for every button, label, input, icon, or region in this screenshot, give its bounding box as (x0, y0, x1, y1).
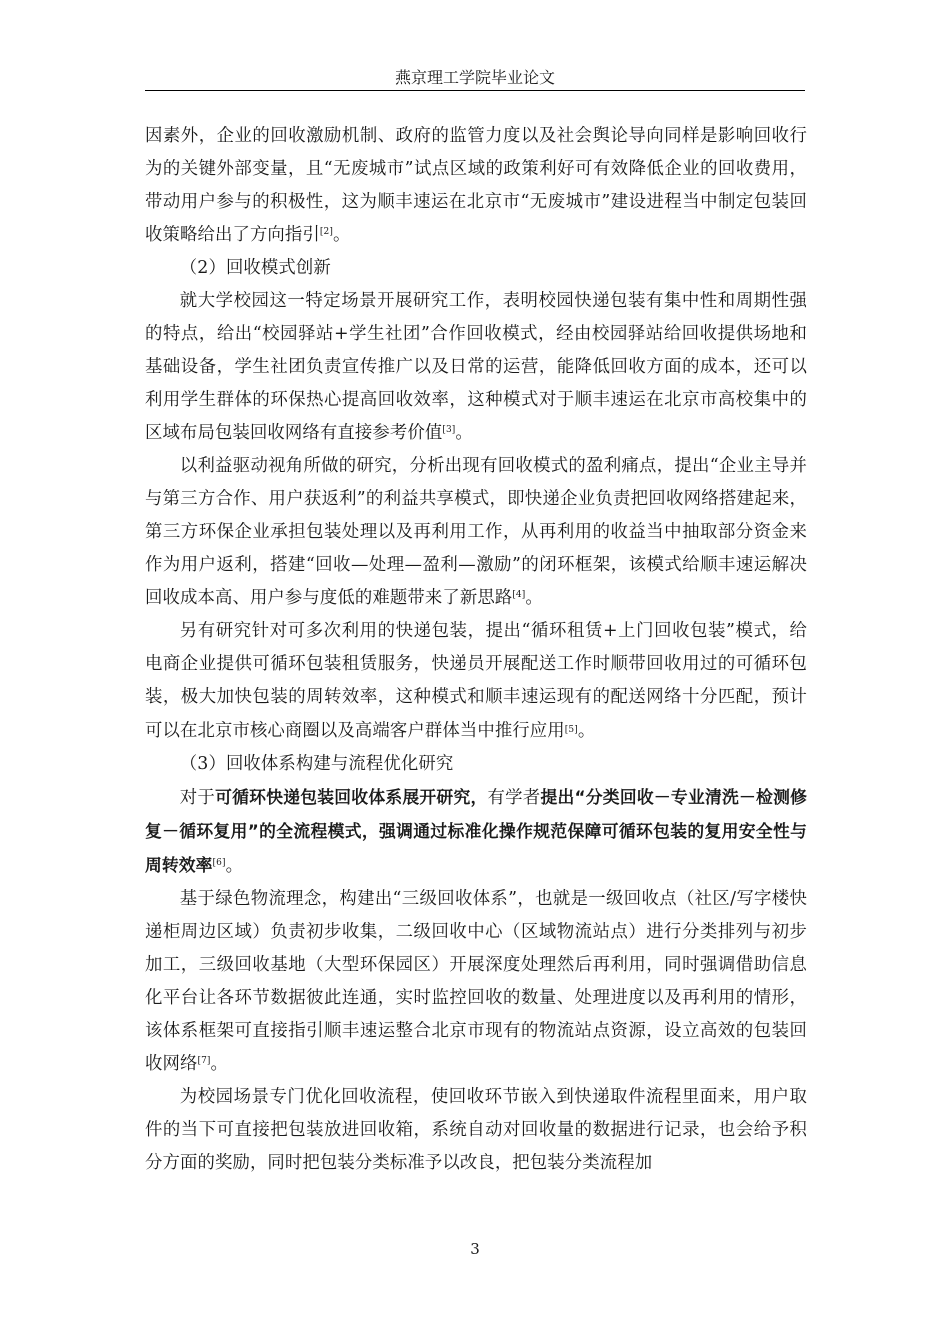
citation: [4] (512, 590, 526, 600)
citation: [2] (319, 227, 333, 237)
paragraph-three-level-system (145, 883, 807, 1081)
header-rule (145, 90, 805, 91)
citation: [5] (564, 725, 578, 735)
paragraph-profit-model (145, 450, 807, 615)
paragraph-text: 另有研究针对可多次利用的快递包装，提出“循环租赁+上门回收包装”模式，给电商企业提供可循环包装租赁服务，快递员开展配送工作时顺带回收用过的可循环包装，极大加快包装的周转效率，这种模式和顺丰速运现有的配送网络十分匹配，预计可以在北京市核心商圈以及高端客户群体当中推行应用 (145, 621, 807, 741)
paragraph-end: 。 (577, 721, 596, 741)
paragraph-campus-process: 为校园场景专门优化回收流程，使回收环节嵌入到快递取件流程里面来，用户取件的当下可直接把包装放进回收箱，系统自动对回收量的数据进行记录，也会给予积分方面的奖励，同时把包装分类标准予以改良，把包装分类流程加 (145, 1087, 807, 1173)
paragraph-text: 就大学校园这一特定场景开展研究工作，表明校园快递包装有集中性和周期性强的特点，给出“校园驿站+学生社团”合作回收模式，经由校园驿站给回收提供场地和基础设备，学生社团负责宣传推广以及日常的运营，能降低回收方面的成本，还可以利用学生群体的环保热心提高回收效率，这种模式对于顺丰速运在北京市高校集中的区域布局包装回收网络有直接参考价值 (145, 291, 807, 443)
citation: [6] (212, 858, 226, 868)
page-number: 3 (470, 1240, 480, 1258)
paragraph-text: 对于 (179, 788, 216, 808)
bold-text: 可循环快递包装回收体系展开研究， (215, 787, 488, 807)
paragraph-full-process (145, 781, 807, 883)
paragraph-end: 。 (210, 1054, 229, 1074)
paragraph-end: 。 (525, 588, 543, 608)
bold-text: 提出“分类回收－专业清洗－检测修复－循环复用”的全流程模式，强调通过标准化操作规范保障可循环包装的复用安全性与周转效率 (145, 787, 807, 875)
citation: [7] (197, 1056, 211, 1066)
paragraph-end: 。 (332, 225, 351, 245)
paragraph-text: 有学者 (487, 788, 541, 808)
paragraph-text: 基于绿色物流理念，构建出“三级回收体系”，也就是一级回收点（社区/写字楼快递柜周边区域）负责初步收集，二级回收中心（区域物流站点）进行分类排列与初步加工，三级回收基地（大型环保园区）开展深度处理然后再利用，同时强调借助信息化平台让各环节数据彼此连通，实时监控回收的数量、处理进度以及再利用的情形，该体系框架可直接指引顺丰速运整合北京市现有的物流站点资源，设立高效的包装回收网络 (145, 889, 807, 1074)
body-text (145, 120, 807, 1180)
paragraph-campus-model (145, 285, 807, 450)
paragraph-continued (145, 120, 807, 252)
page-header: 燕京理工学院毕业论文 (394, 68, 555, 87)
paragraph-end: 。 (225, 856, 244, 876)
subheading-system-construction: （3）回收体系构建与流程优化研究 (179, 754, 454, 774)
paragraph-text: 因素外，企业的回收激励机制、政府的监管力度以及社会舆论导向同样是影响回收行为的关键外部变量，且“无废城市”试点区域的政策利好可有效降低企业的回收费用，带动用户参与的积极性，这为顺丰速运在北京市“无废城市”建设进程当中制定包装回收策略给出了方向指引 (145, 126, 807, 245)
citation: [3] (442, 425, 456, 435)
paragraph-rental-model (145, 615, 807, 748)
paragraph-end: 。 (455, 423, 473, 443)
subheading-mode-innovation: （2）回收模式创新 (179, 258, 331, 278)
paragraph-text: 以利益驱动视角所做的研究，分析出现有回收模式的盈利痛点，提出“企业主导并与第三方合作、用户获返利”的利益共享模式，即快递企业负责把回收网络搭建起来，第三方环保企业承担包装处理以及再利用工作，从再利用的收益当中抽取部分资金来作为用户返利，搭建“回收—处理—盈利—激励”的闭环框架，该模式给顺丰速运解决回收成本高、用户参与度低的难题带来了新思路 (145, 456, 807, 608)
